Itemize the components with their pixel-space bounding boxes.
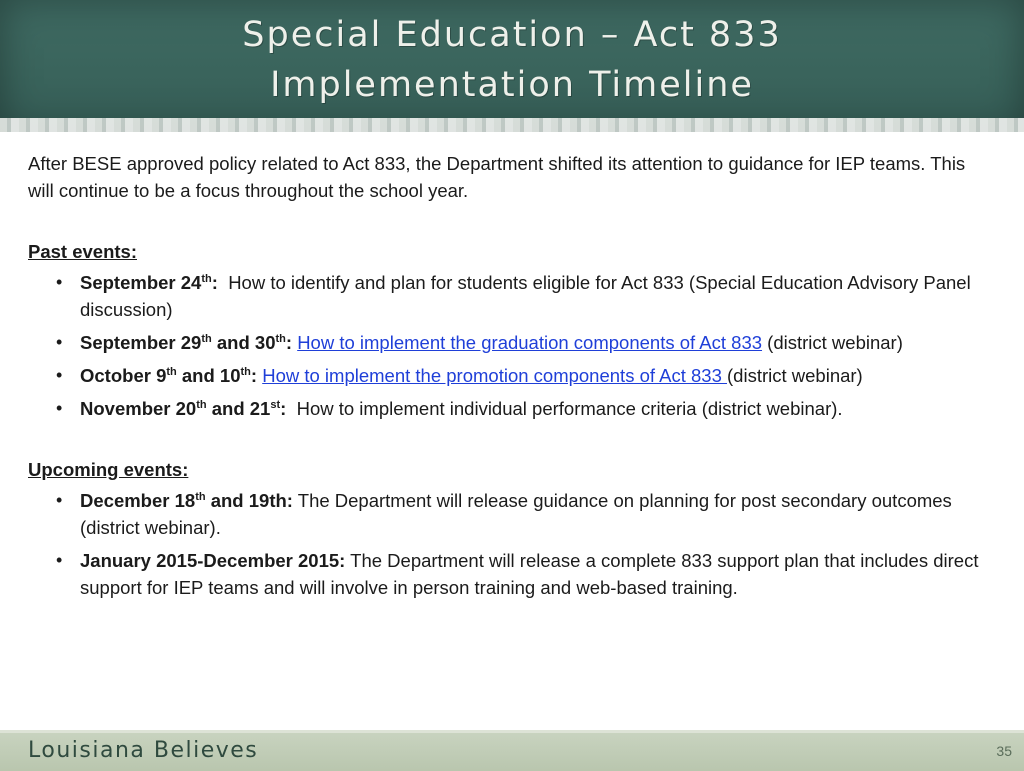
bullet-icon: • xyxy=(56,332,63,352)
list-item xyxy=(52,269,988,323)
event-date: December 18th and 19th: xyxy=(80,490,293,511)
event-date: November 20th and 21st: xyxy=(80,398,287,419)
event-description: The Department will release guidance on planning for post secondary outcomes (district webinar). xyxy=(80,490,952,538)
bullet-icon: • xyxy=(56,550,63,570)
bullet-icon: • xyxy=(56,490,63,510)
list-item xyxy=(52,362,988,389)
list-item xyxy=(52,547,988,601)
footer-bar xyxy=(0,730,1024,771)
page-number: 35 xyxy=(996,743,1012,759)
event-date: September 24th: xyxy=(80,272,218,293)
event-date: January 2015-December 2015: xyxy=(80,550,346,571)
bullet-icon: • xyxy=(56,365,63,385)
list-item xyxy=(52,395,988,422)
slide-title xyxy=(0,10,1024,110)
graduation-components-link[interactable]: How to implement the graduation components of Act 833 xyxy=(297,332,763,353)
slide-title-line-1: Special Education – Act 833 xyxy=(242,15,782,55)
upcoming-events-heading: Upcoming events: xyxy=(28,459,189,480)
bullet-icon: • xyxy=(56,398,63,418)
bullet-icon: • xyxy=(56,272,63,292)
slide-title-line-2: Implementation Timeline xyxy=(270,65,754,105)
event-description: (district webinar) xyxy=(762,332,903,353)
event-description: The Department will release a complete 833 support plan that includes direct support for IEP teams and will involve in person training and web-based training. xyxy=(80,550,979,598)
list-item xyxy=(52,487,988,541)
promotion-components-link[interactable]: How to implement the promotion components of Act 833 xyxy=(262,365,728,386)
brand-wordmark: Louisiana Believes xyxy=(28,738,259,763)
past-events-heading: Past events: xyxy=(28,241,137,262)
event-description: How to implement individual performance criteria (district webinar). xyxy=(296,398,843,419)
upcoming-events-list xyxy=(28,487,988,601)
list-item xyxy=(52,329,988,356)
intro-paragraph: After BESE approved policy related to Act 833, the Department shifted its attention to guidance for IEP teams. This will continue to be a focus throughout the school year. xyxy=(28,153,966,201)
past-events-list xyxy=(28,269,988,422)
slide-body xyxy=(28,150,988,635)
event-description: (district webinar) xyxy=(727,365,863,386)
title-banner xyxy=(0,0,1024,132)
event-date: September 29th and 30th: xyxy=(80,332,293,353)
event-date: October 9th and 10th: xyxy=(80,365,258,386)
event-description: How to identify and plan for students eligible for Act 833 (Special Education Advisory Panel discussion) xyxy=(80,272,971,320)
